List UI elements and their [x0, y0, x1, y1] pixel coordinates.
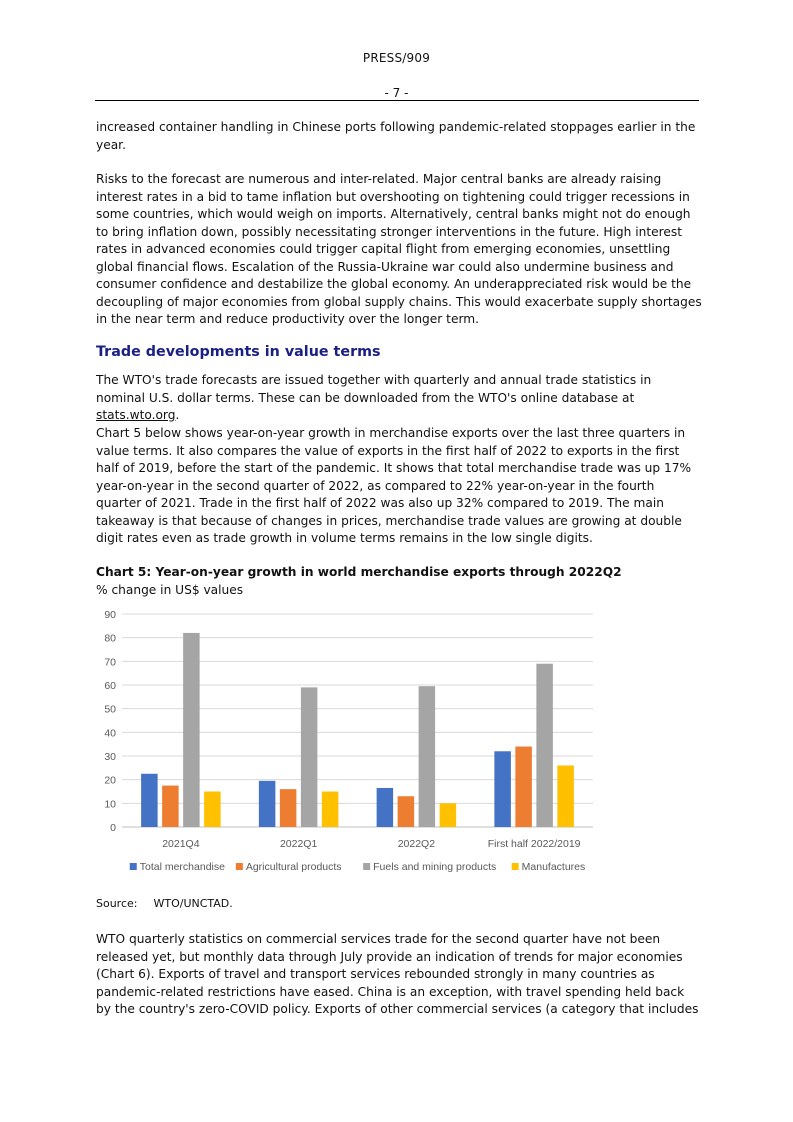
bar-agricultural-products-1: [280, 789, 297, 827]
bar-fuels-and-mining-products-3: [536, 664, 553, 827]
legend-swatch: [512, 863, 519, 870]
bar-manufactures-3: [557, 765, 574, 827]
bar-manufactures-1: [322, 792, 339, 828]
bar-fuels-and-mining-products-1: [301, 687, 318, 827]
paragraph-5: WTO quarterly statistics on commercial services trade for the second quarter have not been released yet, but monthly data through July provide an indication of trends for major economies (Chart 6). Exports of travel and transport services rebounded strongly in many countries as pandemic-related restrictions have eased. China is an exception, with travel spending held back by the country's zero-COVID policy. Exports of other commercial services (a category that includes: [96, 932, 699, 1016]
document-id: PRESS/909: [362, 51, 431, 65]
bar-agricultural-products-2: [398, 796, 415, 827]
y-tick-label: 0: [110, 822, 116, 834]
paragraph-3-text: The WTO's trade forecasts are issued together with quarterly and annual trade statistics in nominal U.S. dollar terms. These can be downloaded from the WTO's online database at: [96, 373, 652, 405]
page-number: - 7 -: [384, 86, 409, 100]
y-tick-label: 10: [104, 798, 116, 811]
x-tick-label: 2021Q4: [162, 838, 200, 850]
chart-title: Chart 5: Year-on-year growth in world merchandise exports through 2022Q2: [96, 565, 622, 579]
paragraph-4: Chart 5 below shows year-on-year growth in merchandise exports over the last three quarters in value terms. It also compares the value of exports in the first half of 2022 to exports in the first half of 2019, before the start of the pandemic. It shows that total merchandise trade was up 17% year-on-year in the second quarter of 2022, as compared to 22% year-on-year in the fourth quarter of 2021. Trade in the first half of 2022 was also up 32% compared to 2019. The main takeaway is that because of changes in prices, merchandise trade values are growing at double digit rates even as trade growth in volume terms remains in the low single digits.: [96, 426, 692, 545]
source-value: WTO/UNCTAD.: [153, 897, 233, 910]
legend-label: Total merchandise: [139, 861, 225, 873]
y-tick-label: 90: [104, 609, 116, 621]
source-line: [96, 897, 233, 910]
legend-label: Manufactures: [521, 861, 586, 873]
section-heading: Trade developments in value terms: [96, 344, 381, 360]
bar-total-merchandise-0: [141, 774, 158, 827]
x-tick-label: 2022Q2: [397, 838, 436, 850]
bar-fuels-and-mining-products-0: [183, 633, 200, 827]
y-tick-label: 80: [104, 632, 116, 645]
legend-swatch: [130, 863, 137, 870]
x-tick-label: 2022Q1: [279, 838, 318, 850]
y-tick-label: 30: [104, 751, 116, 763]
chart-subtitle: % change in US$ values: [96, 583, 244, 597]
paragraph-3-end: .: [175, 408, 180, 422]
bar-manufactures-0: [204, 792, 221, 828]
bar-total-merchandise-3: [494, 751, 511, 827]
legend-swatch: [363, 863, 370, 870]
bar-agricultural-products-3: [515, 747, 532, 827]
y-tick-label: 20: [104, 774, 116, 787]
legend-swatch: [236, 863, 243, 870]
y-tick-label: 60: [104, 680, 116, 692]
bar-fuels-and-mining-products-2: [419, 686, 436, 827]
bar-agricultural-products-0: [162, 786, 179, 827]
source-label: Source:: [96, 897, 138, 910]
bar-manufactures-2: [440, 803, 457, 827]
y-tick-label: 70: [104, 656, 116, 669]
y-tick-label: 40: [104, 727, 116, 740]
legend-label: Agricultural products: [245, 861, 342, 873]
x-tick-label: First half 2022/2019: [487, 838, 581, 850]
bar-total-merchandise-2: [377, 788, 394, 827]
paragraph-1: increased container handling in Chinese ports following pandemic-related stoppages earlier in the year.: [96, 120, 696, 152]
stats-wto-link[interactable]: stats.wto.org: [96, 408, 176, 422]
paragraph-2: Risks to the forecast are numerous and inter-related. Major central banks are already raising interest rates in a bid to tame inflation but overshooting on tightening could trigger recessions in some countries, which would weigh on imports. Alternatively, central banks might not do enough to bring inflation down, possibly necessitating stronger interventions in the future. High interest rates in advanced economies could trigger capital flight from emerging economies, unsettling global financial flows. Escalation of the Russia-Ukraine war could also undermine business and consumer confidence and destabilize the global economy. An underappreciated risk would be the decoupling of major economies from global supply chains. This would exacerbate supply shortages in the near term and reduce productivity over the longer term.: [96, 172, 702, 326]
y-tick-label: 50: [104, 703, 116, 716]
bar-total-merchandise-1: [259, 781, 276, 827]
legend-label: Fuels and mining products: [373, 861, 497, 873]
